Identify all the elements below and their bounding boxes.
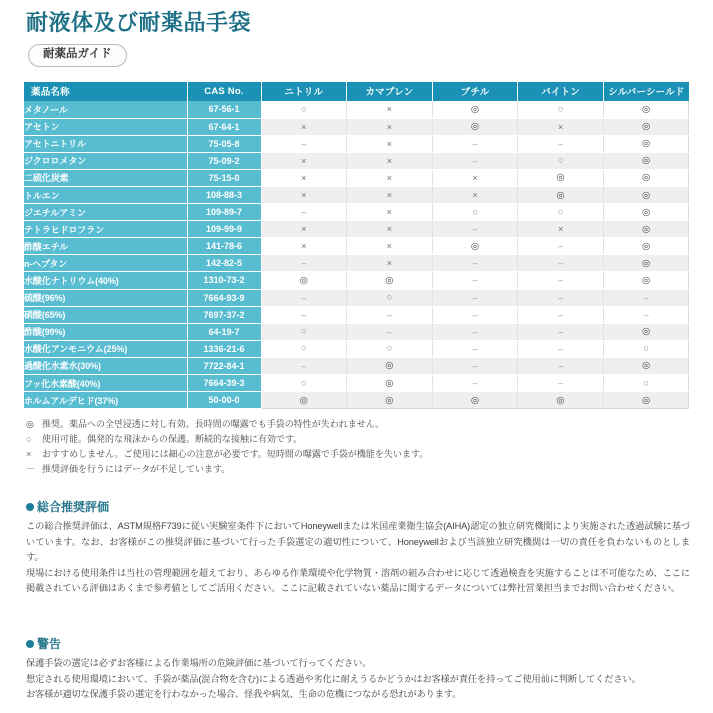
cell-rating-usable xyxy=(518,152,604,169)
cell-rating-no-data xyxy=(261,135,347,152)
cell-chemical-name: ホルムアルデヒド(37%) xyxy=(24,392,187,409)
cell-rating-not-recommended xyxy=(347,152,433,169)
paragraph: 保護手袋の選定は必ずお客様による作業場所の危険評価に基づいて行ってください。 xyxy=(26,658,372,669)
rating-symbol: × xyxy=(386,138,393,149)
rating-symbol: ○ xyxy=(300,326,307,338)
section-overall-evaluation xyxy=(26,500,690,597)
cell-rating-recommended xyxy=(518,392,604,409)
rating-symbol: – xyxy=(301,309,307,320)
cell-cas-no: 109-99-9 xyxy=(187,221,261,238)
rating-symbol: – xyxy=(301,360,307,371)
table-row xyxy=(24,340,689,357)
cell-chemical-name: アセトン xyxy=(24,118,187,135)
cell-cas-no: 75-15-0 xyxy=(187,169,261,186)
legend-row xyxy=(26,433,686,447)
cell-rating-not-recommended xyxy=(261,221,347,238)
cell-rating-no-data xyxy=(432,357,518,374)
rating-symbol: – xyxy=(472,292,478,303)
cell-chemical-name: 水酸化ナトリウム(40%) xyxy=(24,272,187,289)
rating-symbol: – xyxy=(558,241,564,252)
cell-chemical-name: ジエチルアミン xyxy=(24,204,187,221)
rating-symbol: – xyxy=(472,258,478,269)
cell-rating-usable xyxy=(261,340,347,357)
rating-symbol: – xyxy=(472,138,478,149)
table-row xyxy=(24,306,689,323)
cell-rating-no-data xyxy=(518,323,604,340)
rating-symbol: – xyxy=(558,292,564,303)
rating-symbol: × xyxy=(472,172,478,183)
rating-symbol: – xyxy=(558,275,564,286)
page-title: 耐液体及び耐薬品手袋 xyxy=(26,10,252,35)
legend-row xyxy=(26,463,686,477)
cell-rating-recommended xyxy=(347,375,433,392)
cell-rating-recommended xyxy=(603,323,689,340)
rating-symbol: × xyxy=(301,190,307,201)
cell-rating-no-data xyxy=(261,357,347,374)
rating-symbol: × xyxy=(386,121,393,132)
rating-symbol: × xyxy=(386,155,393,166)
cell-chemical-name: 過酸化水素水(30%) xyxy=(24,357,187,374)
cell-cas-no: 142-82-5 xyxy=(187,255,261,272)
rating-symbol: ○ xyxy=(472,206,478,218)
section-body-warning xyxy=(26,656,690,702)
cell-rating-no-data xyxy=(261,255,347,272)
cell-rating-not-recommended xyxy=(347,255,433,272)
cell-rating-not-recommended xyxy=(518,221,604,238)
cell-cas-no: 64-19-7 xyxy=(187,323,261,340)
rating-symbol: – xyxy=(472,155,478,166)
section-heading-text: 警告 xyxy=(37,637,62,651)
legend-symbol: － xyxy=(26,463,36,474)
rating-symbol: – xyxy=(472,275,478,286)
bullet-icon xyxy=(26,503,34,511)
rating-symbol: ◎ xyxy=(642,121,651,133)
cell-rating-recommended xyxy=(603,152,689,169)
rating-symbol: – xyxy=(472,326,478,337)
table-row xyxy=(24,152,689,169)
rating-symbol: – xyxy=(386,326,392,337)
paragraph: この総合推奨評価は、ASTM規格F739に従い実験室条件下においてHoneywellまたは米国産業衛生協会(AIHA)認定の独立研究機関により実施された透過試験に基づいています。なお、お客様がこの推奨評価に基づいて行った手袋選定の適切性について、Honeywellおよび当該独立研究機関は一切の責任を負わないものとします。 xyxy=(26,521,690,563)
cell-rating-not-recommended xyxy=(347,186,433,203)
cell-rating-recommended xyxy=(261,272,347,289)
rating-symbol: ◎ xyxy=(470,394,480,406)
rating-symbol: ◎ xyxy=(642,155,651,167)
cell-rating-not-recommended xyxy=(347,101,433,118)
cell-rating-recommended xyxy=(603,255,689,272)
rating-symbol: ◎ xyxy=(642,360,651,372)
cell-rating-no-data xyxy=(432,375,518,392)
legend-symbol: ○ xyxy=(26,433,32,444)
table-row xyxy=(24,204,689,221)
cell-rating-recommended xyxy=(603,101,689,118)
chemical-resistance-table xyxy=(24,82,689,409)
table-row xyxy=(24,375,689,392)
column-header-cas-no: CAS No. xyxy=(187,82,261,101)
cell-rating-recommended xyxy=(603,272,689,289)
cell-chemical-name: アセトニトリル xyxy=(24,135,187,152)
rating-symbol: ◎ xyxy=(470,103,480,115)
cell-rating-recommended xyxy=(603,186,689,203)
cell-rating-recommended xyxy=(603,169,689,186)
rating-symbol: × xyxy=(386,104,393,115)
cell-chemical-name: テトラヒドロフラン xyxy=(24,221,187,238)
cell-rating-recommended xyxy=(518,186,604,203)
cell-rating-not-recommended xyxy=(347,135,433,152)
legend-description: おすすめしません。ご使用には細心の注意が必要です。短時間の曝露で手袋が機能を失います。 xyxy=(42,448,429,459)
rating-symbol: – xyxy=(472,378,478,389)
cell-rating-recommended xyxy=(261,392,347,409)
legend-symbol: ◎ xyxy=(26,419,34,429)
rating-symbol: – xyxy=(301,138,307,149)
cell-rating-not-recommended xyxy=(261,238,347,255)
cell-cas-no: 1310-73-2 xyxy=(187,272,261,289)
rating-symbol: ◎ xyxy=(642,138,651,150)
cell-rating-usable xyxy=(261,323,347,340)
rating-symbol: × xyxy=(386,172,393,183)
cell-rating-recommended xyxy=(347,392,433,409)
rating-symbol: ○ xyxy=(386,292,393,304)
cell-rating-no-data xyxy=(347,323,433,340)
rating-symbol: ◎ xyxy=(299,394,308,406)
rating-symbol: ◎ xyxy=(642,257,651,269)
cell-rating-usable xyxy=(261,101,347,118)
rating-symbol: × xyxy=(301,172,307,183)
table-row xyxy=(24,169,689,186)
rating-symbol: × xyxy=(301,241,307,252)
cell-rating-not-recommended xyxy=(261,118,347,135)
rating-symbol: – xyxy=(472,343,478,354)
cell-rating-no-data xyxy=(432,272,518,289)
cell-rating-usable xyxy=(347,340,433,357)
cell-rating-not-recommended xyxy=(347,169,433,186)
table-row xyxy=(24,392,689,409)
cell-chemical-name: メタノール xyxy=(24,101,187,118)
rating-symbol: × xyxy=(386,258,393,269)
rating-symbol: ◎ xyxy=(642,172,651,184)
cell-chemical-name: トルエン xyxy=(24,186,187,203)
cell-rating-no-data xyxy=(518,135,604,152)
cell-chemical-name: フッ化水素酸(40%) xyxy=(24,375,187,392)
cell-cas-no: 7664-39-3 xyxy=(187,375,261,392)
rating-symbol: – xyxy=(301,258,307,269)
cell-rating-not-recommended xyxy=(261,152,347,169)
cell-rating-recommended xyxy=(603,118,689,135)
cell-rating-recommended xyxy=(603,392,689,409)
cell-chemical-name: 酢酸(99%) xyxy=(24,323,187,340)
legend-description: 推奨。薬品への全면浸透に対し有効。長時間の曝露でも手袋の特性が失われません。 xyxy=(42,419,385,429)
rating-symbol: ○ xyxy=(643,377,650,389)
column-header-nitrile: ニトリル xyxy=(261,82,347,101)
table-row xyxy=(24,272,689,289)
bullet-icon xyxy=(26,640,34,648)
cell-rating-recommended xyxy=(603,357,689,374)
legend-description: 使用可能。偶発的な飛沫からの保護。断続的な接触に有効です。 xyxy=(42,433,303,444)
rating-symbol: × xyxy=(386,190,393,201)
cell-rating-no-data xyxy=(432,306,518,323)
cell-chemical-name: 二硫化炭素 xyxy=(24,169,187,186)
cell-rating-no-data xyxy=(432,152,518,169)
section-heading-warning xyxy=(26,637,690,651)
rating-symbol: – xyxy=(558,326,564,337)
rating-symbol: ◎ xyxy=(642,274,651,286)
cell-rating-usable xyxy=(518,204,604,221)
cell-rating-not-recommended xyxy=(347,238,433,255)
column-header-chemical-name: 薬品名称 xyxy=(24,82,187,101)
table-row xyxy=(24,255,689,272)
rating-symbol: – xyxy=(472,309,478,320)
paragraph: お客様が適切な保護手袋の選定を行わなかった場合、怪我や病気、生命の危機につながる恐れがあります。 xyxy=(26,689,462,700)
cell-rating-recommended xyxy=(347,272,433,289)
paragraph: 現場における使用条件は当社の管理範囲を超えており、あらゆる作業環境や化学物質・溶剤の組み合わせに応じて透過検査を実施することは不可能なため、ここに掲載されている評価はあくまで参考値としてご活用ください。ここに記載されていない薬品に関するデータについては弊社営業担当までお問い合わせください。 xyxy=(26,567,690,594)
table-header-row xyxy=(24,82,689,101)
cell-rating-no-data xyxy=(518,272,604,289)
cell-rating-no-data xyxy=(518,306,604,323)
cell-rating-no-data xyxy=(432,135,518,152)
cell-cas-no: 75-05-8 xyxy=(187,135,261,152)
table-header xyxy=(24,82,689,101)
guide-button-wrap xyxy=(28,44,127,67)
cell-rating-no-data xyxy=(432,255,518,272)
column-header-viton: バイトン xyxy=(518,82,604,101)
chemical-resistance-table-wrap xyxy=(24,82,689,409)
cell-rating-not-recommended xyxy=(261,169,347,186)
rating-symbol: ◎ xyxy=(299,274,308,286)
cell-chemical-name: 硝酸(65%) xyxy=(24,306,187,323)
rating-symbol: ◎ xyxy=(385,377,394,389)
cell-rating-not-recommended xyxy=(347,118,433,135)
rating-symbol: ◎ xyxy=(385,360,394,372)
rating-symbol: ◎ xyxy=(642,240,651,252)
rating-symbol: – xyxy=(558,258,564,269)
cell-cas-no: 7697-37-2 xyxy=(187,306,261,323)
table-row xyxy=(24,323,689,340)
cell-chemical-name: n-ヘプタン xyxy=(24,255,187,272)
section-warning xyxy=(26,637,690,703)
cell-rating-no-data xyxy=(518,375,604,392)
cell-cas-no: 7664-93-9 xyxy=(187,289,261,306)
cell-rating-recommended xyxy=(347,357,433,374)
legend-row xyxy=(26,448,686,462)
cell-rating-recommended xyxy=(603,135,689,152)
cell-cas-no: 109-89-7 xyxy=(187,204,261,221)
rating-symbol: ◎ xyxy=(470,121,480,133)
cell-rating-no-data xyxy=(518,255,604,272)
rating-symbol: × xyxy=(301,224,307,235)
cell-chemical-name: 硫酸(96%) xyxy=(24,289,187,306)
rating-symbol: – xyxy=(386,309,392,320)
legend-row xyxy=(26,418,686,432)
rating-symbol: – xyxy=(558,309,564,320)
cell-rating-recommended xyxy=(603,204,689,221)
cell-rating-not-recommended xyxy=(518,118,604,135)
table-row xyxy=(24,135,689,152)
table-row xyxy=(24,118,689,135)
cell-cas-no: 1336-21-6 xyxy=(187,340,261,357)
rating-symbol: × xyxy=(386,224,393,235)
cell-cas-no: 67-56-1 xyxy=(187,101,261,118)
rating-symbol: × xyxy=(557,224,564,235)
cell-rating-recommended xyxy=(432,238,518,255)
rating-symbol: ○ xyxy=(557,155,564,167)
cell-cas-no: 50-00-0 xyxy=(187,392,261,409)
cell-rating-usable xyxy=(603,375,689,392)
cell-rating-recommended xyxy=(432,392,518,409)
cell-rating-no-data xyxy=(261,306,347,323)
rating-symbol: – xyxy=(558,138,564,149)
cell-chemical-name: 水酸化アンモニウム(25%) xyxy=(24,340,187,357)
column-header-silver-shield: シルバーシールド xyxy=(603,82,689,101)
cell-rating-recommended xyxy=(432,101,518,118)
cell-rating-not-recommended xyxy=(432,169,518,186)
rating-symbol: × xyxy=(386,207,393,218)
rating-symbol: – xyxy=(472,224,478,235)
rating-symbol: ◎ xyxy=(385,274,394,286)
legend-symbol: × xyxy=(26,448,32,459)
cell-rating-usable xyxy=(518,101,604,118)
cell-cas-no: 108-88-3 xyxy=(187,186,261,203)
cell-rating-no-data xyxy=(261,289,347,306)
cell-rating-usable xyxy=(261,375,347,392)
cell-rating-no-data xyxy=(347,306,433,323)
column-header-kamapren: カマプレン xyxy=(347,82,433,101)
cell-rating-no-data xyxy=(432,289,518,306)
table-row xyxy=(24,186,689,203)
rating-symbol: ○ xyxy=(557,103,564,115)
rating-symbol: × xyxy=(301,121,307,132)
cell-rating-no-data xyxy=(518,357,604,374)
cell-rating-no-data xyxy=(432,323,518,340)
section-heading-text: 総合推奨評価 xyxy=(37,500,110,514)
rating-symbol: – xyxy=(472,360,478,371)
cell-rating-recommended xyxy=(432,118,518,135)
cell-rating-recommended xyxy=(518,169,604,186)
cell-rating-usable xyxy=(432,204,518,221)
rating-symbol: × xyxy=(557,121,564,132)
cell-rating-usable xyxy=(347,289,433,306)
cell-rating-recommended xyxy=(603,221,689,238)
cell-rating-no-data xyxy=(518,340,604,357)
rating-symbol: ◎ xyxy=(556,394,565,406)
rating-symbol: – xyxy=(643,292,649,303)
rating-symbol: ◎ xyxy=(556,172,565,184)
table-row xyxy=(24,289,689,306)
rating-symbol: – xyxy=(643,309,649,320)
cell-cas-no: 141-78-6 xyxy=(187,238,261,255)
cell-cas-no: 7722-84-1 xyxy=(187,357,261,374)
chemical-guide-button[interactable]: 耐薬品ガイド xyxy=(28,44,127,67)
rating-symbol: ◎ xyxy=(385,394,394,406)
rating-symbol: ◎ xyxy=(642,394,651,406)
legend-description: 推奨評価を行うにはデータが不足しています。 xyxy=(42,463,231,474)
rating-symbol: × xyxy=(386,241,393,252)
table-body xyxy=(24,101,689,409)
rating-symbol: ○ xyxy=(300,343,307,355)
cell-rating-not-recommended xyxy=(261,186,347,203)
legend xyxy=(26,418,686,478)
rating-symbol: ◎ xyxy=(556,189,565,201)
column-header-butyl: ブチル xyxy=(432,82,518,101)
rating-symbol: ◎ xyxy=(642,206,651,218)
cell-rating-no-data xyxy=(603,306,689,323)
rating-symbol: – xyxy=(558,378,564,389)
rating-symbol: – xyxy=(301,207,307,218)
rating-symbol: ◎ xyxy=(642,103,651,115)
cell-rating-not-recommended xyxy=(347,204,433,221)
rating-symbol: ◎ xyxy=(642,223,651,235)
rating-symbol: ○ xyxy=(643,343,650,355)
cell-rating-no-data xyxy=(432,340,518,357)
rating-symbol: ◎ xyxy=(642,326,651,338)
table-row xyxy=(24,357,689,374)
cell-cas-no: 67-64-1 xyxy=(187,118,261,135)
cell-chemical-name: ジクロロメタン xyxy=(24,152,187,169)
rating-symbol: × xyxy=(472,190,478,201)
rating-symbol: ○ xyxy=(300,103,307,115)
rating-symbol: – xyxy=(558,360,564,371)
table-row xyxy=(24,238,689,255)
table-row xyxy=(24,101,689,118)
section-body-overall-evaluation xyxy=(26,519,690,596)
cell-rating-no-data xyxy=(261,204,347,221)
rating-symbol: × xyxy=(301,155,307,166)
paragraph: 想定される使用環境において、手袋が薬品(混合物を含む)による透過や劣化に耐えうるかどうかはお客様が責任を持ってご使用前に判断してください。 xyxy=(26,673,641,684)
rating-symbol: ◎ xyxy=(470,240,480,252)
rating-symbol: ○ xyxy=(300,377,307,389)
cell-rating-usable xyxy=(603,340,689,357)
table-row xyxy=(24,221,689,238)
cell-cas-no: 75-09-2 xyxy=(187,152,261,169)
cell-rating-not-recommended xyxy=(347,221,433,238)
cell-rating-no-data xyxy=(518,289,604,306)
cell-rating-no-data xyxy=(432,221,518,238)
rating-symbol: – xyxy=(558,343,564,354)
cell-rating-not-recommended xyxy=(432,186,518,203)
rating-symbol: ○ xyxy=(386,343,393,355)
cell-rating-no-data xyxy=(603,289,689,306)
cell-chemical-name: 酢酸エチル xyxy=(24,238,187,255)
section-heading-overall-evaluation xyxy=(26,500,690,514)
rating-symbol: ◎ xyxy=(642,189,651,201)
rating-symbol: – xyxy=(301,292,307,303)
cell-rating-recommended xyxy=(603,238,689,255)
cell-rating-no-data xyxy=(518,238,604,255)
rating-symbol: ○ xyxy=(557,206,564,218)
